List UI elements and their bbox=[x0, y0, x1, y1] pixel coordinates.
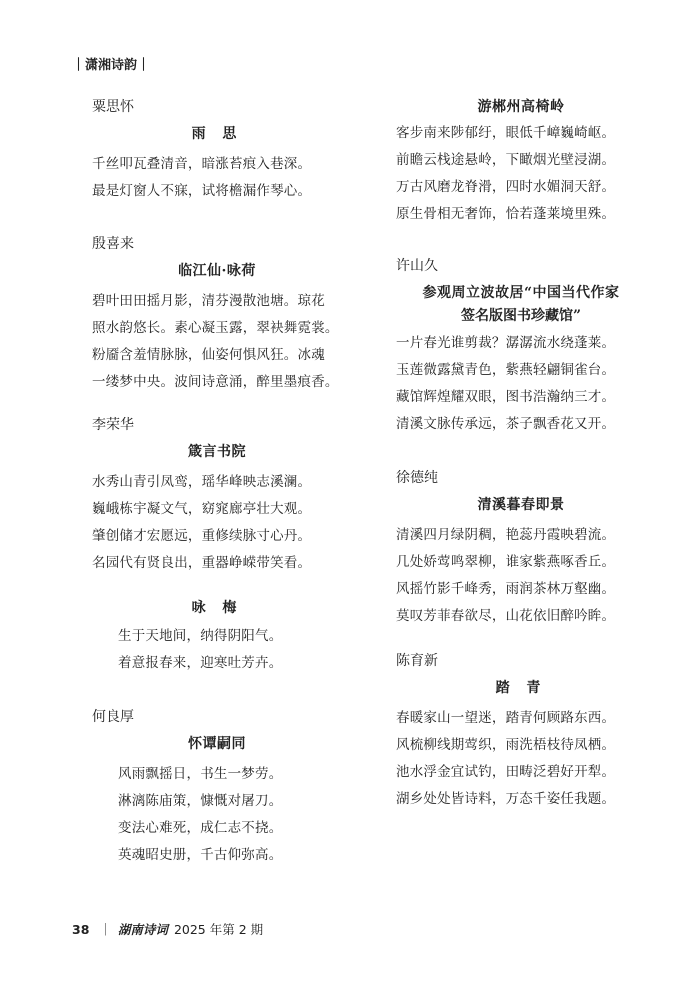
poem-title: 箴言书院 bbox=[188, 444, 246, 460]
poem-line: 万古风磨龙脊滑，四时水媚洞天舒。 bbox=[396, 179, 616, 195]
poem-line: 清溪文脉传承远，茶子飘香花又开。 bbox=[396, 416, 616, 432]
poem-line: 一片春光谁剪裁？潺潺流水绕蓬莱。 bbox=[396, 335, 616, 351]
page-number: 38 bbox=[72, 922, 90, 937]
poem-line: 水秀山青引凤鸾，瑶华峰映志溪澜。 bbox=[92, 474, 312, 490]
column-header: ｜潇湘诗韵｜ bbox=[72, 58, 151, 73]
poem-line: 玉莲微露黛青色，紫燕轻翩铜雀台。 bbox=[396, 362, 616, 378]
poem-block bbox=[92, 706, 342, 869]
page-footer bbox=[72, 920, 263, 938]
poem-line: 淋漓陈庙策，慷慨对屠刀。 bbox=[118, 793, 283, 809]
poem-title: 清溪暮春即景 bbox=[477, 497, 565, 513]
poem-title: 参观周立波故居“中国当代作家 bbox=[422, 285, 620, 301]
poem-line: 粉靥含羞情脉脉，仙姿何惧风狂。冰魂 bbox=[92, 347, 325, 363]
poem-line: 巍峨栋宇凝文气，窈窕廊亭壮大观。 bbox=[92, 501, 312, 517]
poem-author: 殷喜来 bbox=[92, 236, 134, 252]
poem-title: 临江仙·咏荷 bbox=[178, 263, 256, 279]
poem-title: 怀谭嗣同 bbox=[188, 736, 246, 752]
poem-title: 踏 青 bbox=[495, 680, 547, 696]
poem-author: 许山久 bbox=[396, 258, 438, 274]
poem-line: 风梳柳线期莺织，雨洗梧枝待凤栖。 bbox=[396, 737, 616, 753]
footer-separator: ｜ bbox=[99, 922, 112, 937]
issue-label: 2025 年第 2 期 bbox=[173, 922, 264, 937]
poem-line: 着意报春来，迎寒吐芳卉。 bbox=[118, 655, 283, 671]
poem-line: 风摇竹影千峰秀，雨润茶林万壑幽。 bbox=[396, 581, 616, 597]
poem-line: 池水浮金宜试钓，田畴泛碧好开犁。 bbox=[396, 764, 616, 780]
poem-line: 莫叹芳菲春欲尽，山花依旧醉吟眸。 bbox=[396, 608, 616, 624]
magazine-logo: 湖南诗词 bbox=[117, 922, 168, 937]
poem-line: 风雨飘摇日，书生一梦劳。 bbox=[118, 766, 283, 782]
poem-author: 何良厚 bbox=[92, 709, 134, 725]
poem-author: 粟思怀 bbox=[92, 99, 134, 115]
poem-block bbox=[92, 233, 342, 396]
poem-line: 变法心难死，成仁志不挠。 bbox=[118, 820, 283, 836]
poem-line: 千丝叩瓦叠清音，暗涨苔痕入巷深。 bbox=[92, 156, 312, 172]
poem-block bbox=[396, 96, 646, 228]
poem-line: 客步南来陟郁纡，眼低千嶂巍崎岖。 bbox=[396, 125, 616, 141]
poem-block bbox=[92, 592, 342, 677]
poem-title: 游郴州高椅岭 bbox=[477, 99, 565, 115]
poem-author: 李荣华 bbox=[92, 417, 134, 433]
poem-line: 湖乡处处皆诗料，万态千姿任我题。 bbox=[396, 791, 616, 807]
poem-line: 英魂昭史册，千古仰弥高。 bbox=[118, 847, 283, 863]
poem-title-continued: 签名版图书珍藏馆” bbox=[460, 308, 582, 324]
poem-author: 陈育新 bbox=[396, 653, 438, 669]
poem-line: 名园代有贤良出，重器峥嵘带笑看。 bbox=[92, 555, 312, 571]
poem-author: 徐德纯 bbox=[396, 470, 438, 486]
poem-line: 藏馆辉煌耀双眼，图书浩瀚纳三才。 bbox=[396, 389, 616, 405]
poem-line: 碧叶田田摇月影，清芬漫散池塘。琼花 bbox=[92, 293, 325, 309]
poem-title: 咏 梅 bbox=[191, 600, 243, 616]
poem-line: 最是灯窗人不寐，试将檐漏作琴心。 bbox=[92, 183, 312, 199]
poem-block bbox=[396, 255, 646, 438]
poem-line: 春暖家山一望迷，踏青何顾路东西。 bbox=[396, 710, 616, 726]
poem-line: 前瞻云栈途悬岭，下瞰烟光壁浸湖。 bbox=[396, 152, 616, 168]
poem-block bbox=[92, 414, 342, 577]
poem-line: 清溪四月绿阴稠，艳蕊丹霞映碧流。 bbox=[396, 527, 616, 543]
poem-line: 照水韵悠长。素心凝玉露，翠袂舞霓裳。 bbox=[92, 320, 339, 336]
poem-block bbox=[396, 650, 646, 813]
poem-line: 一缕梦中央。波间诗意涌，醉里墨痕香。 bbox=[92, 374, 339, 390]
poem-block bbox=[396, 467, 646, 630]
poem-line: 生于天地间，纳得阴阳气。 bbox=[118, 628, 283, 644]
poem-block bbox=[92, 96, 342, 205]
poem-line: 原生骨相无奢饰，恰若蓬莱境里殊。 bbox=[396, 206, 616, 222]
poem-line: 肇创储才宏愿远，重修续脉寸心丹。 bbox=[92, 528, 312, 544]
poem-title: 雨 思 bbox=[191, 126, 243, 142]
poem-line: 几处娇莺鸣翠柳，谁家紫燕啄香丘。 bbox=[396, 554, 616, 570]
